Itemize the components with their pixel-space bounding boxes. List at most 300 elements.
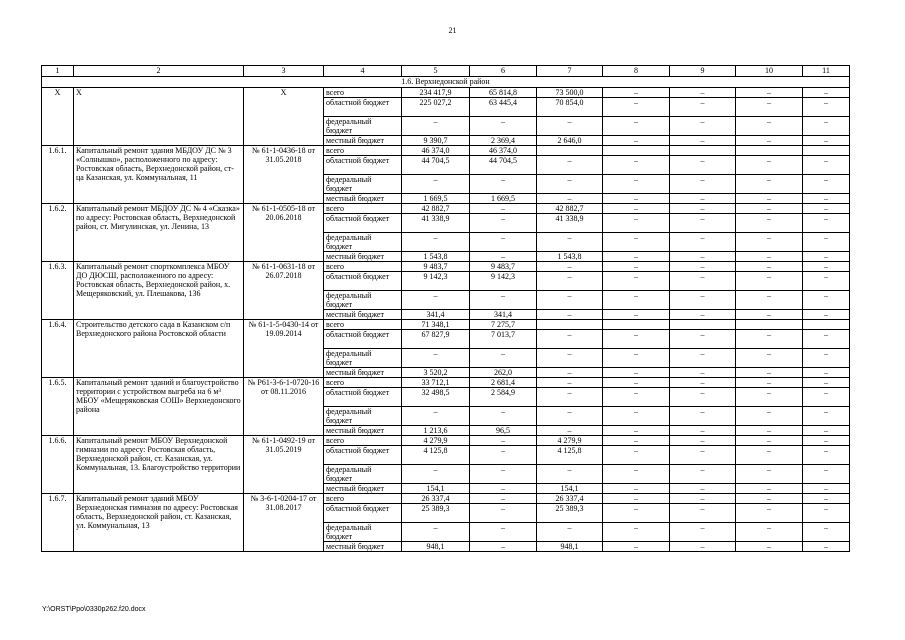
amount-cell: – (736, 542, 803, 552)
table-row (42, 88, 850, 98)
funding-source: областной бюджет (324, 214, 402, 233)
amount-cell: – (603, 484, 670, 494)
amount-cell: – (537, 426, 603, 436)
column-number-row (42, 66, 850, 77)
table-row (42, 146, 850, 156)
object-name: Капитальный ремонт зданий МБОУ Верхнедонская гимназия по адресу: Ростовская область, Верхнедонской район, ст. Казанская, ул. Коммунальная, 13 (74, 494, 244, 552)
amount-cell: – (603, 504, 670, 523)
amount-cell: – (736, 388, 803, 407)
amount-cell: – (603, 523, 670, 542)
object-name: Капитальный ремонт МБОУ Верхнедонской гимназии по адресу: Ростовская область, Верхнедонской район, ст. Казанская, ул. Коммунальная, 13. Благоустройство территории (74, 436, 244, 494)
amount-cell: – (670, 233, 736, 252)
amount-cell: 1 213,6 (402, 426, 470, 436)
amount-cell: – (803, 262, 850, 272)
amount-cell (537, 320, 603, 330)
amount-cell: – (670, 368, 736, 378)
amount-cell: 42 882,7 (537, 204, 603, 214)
amount-cell: – (603, 117, 670, 136)
amount-cell (603, 146, 670, 156)
amount-cell: 9 142,3 (402, 272, 470, 291)
amount-cell: – (803, 368, 850, 378)
row-number: 1.6.7. (42, 494, 74, 552)
amount-cell: 4 125,8 (402, 446, 470, 465)
amount-cell: 1 543,8 (537, 252, 603, 262)
amount-cell: – (670, 262, 736, 272)
amount-cell: – (670, 175, 736, 194)
amount-cell: – (470, 252, 537, 262)
amount-cell: 1 543,8 (402, 252, 470, 262)
amount-cell: – (537, 175, 603, 194)
amount-cell: 42 882,7 (402, 204, 470, 214)
amount-cell: 948,1 (537, 542, 603, 552)
amount-cell: – (736, 310, 803, 320)
funding-source: местный бюджет (324, 426, 402, 436)
amount-cell: – (736, 194, 803, 204)
amount-cell (537, 146, 603, 156)
amount-cell (603, 320, 670, 330)
amount-cell: – (670, 98, 736, 117)
col-header-5: 5 (402, 66, 470, 77)
amount-cell: – (603, 542, 670, 552)
amount-cell: 70 854,0 (537, 98, 603, 117)
page-number: 21 (448, 26, 457, 35)
amount-cell: – (537, 349, 603, 368)
amount-cell: 25 389,3 (537, 504, 603, 523)
funding-source: федеральный бюджет (324, 465, 402, 484)
amount-cell: – (402, 407, 470, 426)
amount-cell: – (736, 262, 803, 272)
row-number: 1.6.4. (42, 320, 74, 378)
amount-cell: – (670, 494, 736, 504)
amount-cell: – (736, 214, 803, 233)
amount-cell: 96,5 (470, 426, 537, 436)
amount-cell: – (670, 388, 736, 407)
amount-cell: – (803, 156, 850, 175)
amount-cell: – (537, 272, 603, 291)
amount-cell: – (603, 88, 670, 98)
funding-source: местный бюджет (324, 484, 402, 494)
amount-cell: 9 483,7 (402, 262, 470, 272)
amount-cell: – (470, 446, 537, 465)
amount-cell: 2 584,9 (470, 388, 537, 407)
amount-cell: – (736, 233, 803, 252)
amount-cell: – (670, 436, 736, 446)
document-number: X (244, 88, 324, 146)
funding-source: местный бюджет (324, 310, 402, 320)
amount-cell: – (470, 465, 537, 484)
amount-cell: – (803, 272, 850, 291)
document-number: № 61-1-0631-18 от 26.07.2018 (244, 262, 324, 320)
amount-cell: – (670, 136, 736, 146)
row-number: X (42, 88, 74, 146)
funding-source: областной бюджет (324, 446, 402, 465)
amount-cell: – (670, 446, 736, 465)
amount-cell: – (537, 117, 603, 136)
col-header-4: 4 (324, 66, 402, 77)
amount-cell: – (603, 136, 670, 146)
amount-cell: – (603, 156, 670, 175)
amount-cell: – (736, 117, 803, 136)
amount-cell: – (603, 330, 670, 349)
amount-cell: – (603, 407, 670, 426)
funding-source: областной бюджет (324, 504, 402, 523)
funding-source: всего (324, 262, 402, 272)
amount-cell: 4 279,9 (402, 436, 470, 446)
amount-cell: – (603, 349, 670, 368)
amount-cell: – (670, 194, 736, 204)
amount-cell: – (470, 523, 537, 542)
amount-cell: – (803, 436, 850, 446)
amount-cell: – (603, 388, 670, 407)
funding-source: областной бюджет (324, 98, 402, 117)
amount-cell: 4 279,9 (537, 436, 603, 446)
amount-cell: 73 500,0 (537, 88, 603, 98)
amount-cell: – (803, 214, 850, 233)
amount-cell: – (537, 465, 603, 484)
file-path-footer: Y:\ORST\Ppo\0330p262.f20.docx (42, 606, 146, 613)
amount-cell: – (537, 156, 603, 175)
amount-cell: – (736, 291, 803, 310)
funding-source: областной бюджет (324, 272, 402, 291)
document-number: № 3-6-1-0204-17 от 31.08.2017 (244, 494, 324, 552)
amount-cell: – (736, 204, 803, 214)
table-row (42, 204, 850, 214)
amount-cell: – (603, 368, 670, 378)
funding-source: федеральный бюджет (324, 117, 402, 136)
amount-cell: – (537, 233, 603, 252)
funding-source: всего (324, 320, 402, 330)
amount-cell: – (670, 349, 736, 368)
amount-cell: – (603, 310, 670, 320)
amount-cell: – (736, 136, 803, 146)
amount-cell: – (603, 204, 670, 214)
amount-cell (803, 320, 850, 330)
amount-cell: 32 498,5 (402, 388, 470, 407)
amount-cell: – (537, 407, 603, 426)
amount-cell: 948,1 (402, 542, 470, 552)
amount-cell: – (803, 310, 850, 320)
object-name: Строительство детского сада в Казанском с/п Верхнедонского района Ростовской области (74, 320, 244, 378)
funding-source: местный бюджет (324, 136, 402, 146)
table-row (42, 262, 850, 272)
amount-cell: – (736, 504, 803, 523)
amount-cell: – (470, 407, 537, 426)
amount-cell: 7 275,7 (470, 320, 537, 330)
amount-cell (736, 146, 803, 156)
amount-cell: – (803, 426, 850, 436)
row-number: 1.6.6. (42, 436, 74, 494)
amount-cell: – (803, 349, 850, 368)
amount-cell (803, 146, 850, 156)
funding-source: областной бюджет (324, 156, 402, 175)
amount-cell: – (736, 407, 803, 426)
amount-cell: 25 389,3 (402, 504, 470, 523)
amount-cell: – (670, 378, 736, 388)
amount-cell: – (803, 523, 850, 542)
amount-cell: 154,1 (537, 484, 603, 494)
amount-cell: – (537, 194, 603, 204)
amount-cell: – (670, 504, 736, 523)
amount-cell: – (803, 330, 850, 349)
amount-cell: – (803, 98, 850, 117)
amount-cell: 341,4 (470, 310, 537, 320)
amount-cell: 33 712,1 (402, 378, 470, 388)
amount-cell: – (736, 426, 803, 436)
amount-cell: – (803, 88, 850, 98)
amount-cell: 9 483,7 (470, 262, 537, 272)
amount-cell: – (670, 117, 736, 136)
amount-cell: – (803, 388, 850, 407)
amount-cell: – (736, 446, 803, 465)
amount-cell: – (670, 465, 736, 484)
amount-cell: – (402, 117, 470, 136)
amount-cell: – (470, 349, 537, 368)
amount-cell: – (803, 136, 850, 146)
amount-cell: – (803, 446, 850, 465)
amount-cell: – (803, 542, 850, 552)
amount-cell: – (670, 523, 736, 542)
amount-cell: – (537, 310, 603, 320)
funding-source: местный бюджет (324, 542, 402, 552)
table-row (42, 436, 850, 446)
amount-cell: 2 681,4 (470, 378, 537, 388)
funding-source: всего (324, 204, 402, 214)
col-header-2: 2 (74, 66, 244, 77)
amount-cell: – (670, 407, 736, 426)
funding-source: федеральный бюджет (324, 349, 402, 368)
funding-source: федеральный бюджет (324, 291, 402, 310)
amount-cell: – (736, 465, 803, 484)
funding-source: всего (324, 378, 402, 388)
amount-cell: – (736, 378, 803, 388)
amount-cell: – (470, 204, 537, 214)
amount-cell: – (736, 368, 803, 378)
amount-cell: 44 704,5 (402, 156, 470, 175)
col-header-3: 3 (244, 66, 324, 77)
amount-cell: – (402, 291, 470, 310)
document-number: № 61-1-5-0430-14 от 19.09.2014 (244, 320, 324, 378)
amount-cell: – (402, 465, 470, 484)
amount-cell: – (736, 436, 803, 446)
col-header-10: 10 (736, 66, 803, 77)
amount-cell: 67 827,9 (402, 330, 470, 349)
amount-cell: – (537, 368, 603, 378)
col-header-9: 9 (670, 66, 736, 77)
col-header-6: 6 (470, 66, 537, 77)
object-name: Капитальный ремонт здания МБДОУ ДС № 3 «Солнышко», расположенного по адресу: Ростовская область, Верхнедонской район, ст-ца Казанская, ул. Коммунальная, 11 (74, 146, 244, 204)
document-number: № 61-1-0492-19 от 31.05.2019 (244, 436, 324, 494)
amount-cell: – (670, 291, 736, 310)
col-header-7: 7 (537, 66, 603, 77)
amount-cell: – (736, 156, 803, 175)
funding-source: всего (324, 88, 402, 98)
amount-cell: 9 390,7 (402, 136, 470, 146)
funding-source: всего (324, 494, 402, 504)
object-name: X (74, 88, 244, 146)
amount-cell: – (603, 214, 670, 233)
amount-cell: 26 337,4 (537, 494, 603, 504)
document-number: № Р61-3-6-1-0720-16 от 08.11.2016 (244, 378, 324, 436)
row-number: 1.6.3. (42, 262, 74, 320)
amount-cell: – (603, 262, 670, 272)
amount-cell: – (603, 465, 670, 484)
amount-cell: – (470, 117, 537, 136)
amount-cell: 2 646,0 (537, 136, 603, 146)
amount-cell: – (537, 291, 603, 310)
amount-cell (736, 320, 803, 330)
amount-cell: 71 348,1 (402, 320, 470, 330)
amount-cell: – (537, 378, 603, 388)
amount-cell: – (603, 252, 670, 262)
amount-cell: 2 369,4 (470, 136, 537, 146)
amount-cell: – (803, 194, 850, 204)
amount-cell: – (670, 310, 736, 320)
amount-cell: – (736, 523, 803, 542)
amount-cell: – (470, 504, 537, 523)
amount-cell: – (803, 494, 850, 504)
row-number: 1.6.2. (42, 204, 74, 262)
amount-cell: – (470, 494, 537, 504)
amount-cell: 41 338,9 (537, 214, 603, 233)
amount-cell: – (803, 407, 850, 426)
amount-cell: 44 704,5 (470, 156, 537, 175)
amount-cell: – (603, 98, 670, 117)
amount-cell: 225 027,2 (402, 98, 470, 117)
amount-cell: 234 417,9 (402, 88, 470, 98)
amount-cell: – (603, 272, 670, 291)
funding-source: местный бюджет (324, 252, 402, 262)
amount-cell: – (803, 252, 850, 262)
amount-cell: 341,4 (402, 310, 470, 320)
amount-cell: – (670, 330, 736, 349)
funding-source: федеральный бюджет (324, 407, 402, 426)
section-title: 1.6. Верхнедонской район (42, 77, 850, 88)
funding-source: федеральный бюджет (324, 175, 402, 194)
amount-cell: 262,0 (470, 368, 537, 378)
amount-cell: – (537, 330, 603, 349)
funding-source: федеральный бюджет (324, 523, 402, 542)
amount-cell: – (603, 291, 670, 310)
amount-cell: – (736, 272, 803, 291)
amount-cell: – (803, 465, 850, 484)
amount-cell: 41 338,9 (402, 214, 470, 233)
amount-cell: – (402, 175, 470, 194)
amount-cell: 65 814,8 (470, 88, 537, 98)
amount-cell: – (803, 504, 850, 523)
table-row (42, 494, 850, 504)
amount-cell: – (670, 272, 736, 291)
funding-source: местный бюджет (324, 368, 402, 378)
amount-cell: – (803, 378, 850, 388)
amount-cell: – (470, 291, 537, 310)
funding-source: местный бюджет (324, 194, 402, 204)
amount-cell: – (470, 233, 537, 252)
funding-source: всего (324, 436, 402, 446)
amount-cell: – (603, 494, 670, 504)
amount-cell: – (603, 426, 670, 436)
amount-cell: – (803, 204, 850, 214)
object-name: Капитальный ремонт зданий и благоустройство территории с устройством выгреба на 6 м³ МБОУ «Мещеряковская СОШ» Верхнедонского района (74, 378, 244, 436)
object-name: Капитальный ремонт спорткомплекса МБОУ ДО ДЮСШ, расположенного по адресу: Ростовская область, Верхнедонской район, х. Мещеряковский, ул. Плешакова, 136 (74, 262, 244, 320)
amount-cell: 4 125,8 (537, 446, 603, 465)
amount-cell: 46 374,0 (402, 146, 470, 156)
table-row (42, 320, 850, 330)
amount-cell: 9 142,3 (470, 272, 537, 291)
amount-cell: – (803, 291, 850, 310)
amount-cell: – (537, 262, 603, 272)
amount-cell: – (470, 175, 537, 194)
amount-cell: 46 374,0 (470, 146, 537, 156)
amount-cell: – (803, 175, 850, 194)
amount-cell: – (670, 426, 736, 436)
amount-cell: – (603, 378, 670, 388)
amount-cell: – (670, 204, 736, 214)
amount-cell: – (670, 214, 736, 233)
col-header-8: 8 (603, 66, 670, 77)
amount-cell: – (470, 542, 537, 552)
amount-cell: – (470, 484, 537, 494)
amount-cell: – (670, 542, 736, 552)
amount-cell: 26 337,4 (402, 494, 470, 504)
amount-cell: – (736, 175, 803, 194)
funding-source: областной бюджет (324, 330, 402, 349)
amount-cell: – (537, 523, 603, 542)
col-header-11: 11 (803, 66, 850, 77)
amount-cell: 1 669,5 (470, 194, 537, 204)
row-number: 1.6.1. (42, 146, 74, 204)
amount-cell: – (402, 233, 470, 252)
amount-cell: – (670, 484, 736, 494)
amount-cell: – (603, 446, 670, 465)
amount-cell: – (603, 436, 670, 446)
amount-cell (670, 320, 736, 330)
amount-cell: – (736, 98, 803, 117)
object-name: Капитальный ремонт МБДОУ ДС № 4 «Сказка» по адресу: Ростовская область, Верхнедонской район, ст. Мигулинская, ул. Ленина, 13 (74, 204, 244, 262)
amount-cell: – (537, 388, 603, 407)
amount-cell: – (803, 484, 850, 494)
amount-cell: 1 669,5 (402, 194, 470, 204)
table-body (42, 66, 850, 552)
amount-cell: – (736, 349, 803, 368)
amount-cell: – (470, 214, 537, 233)
amount-cell: – (603, 175, 670, 194)
amount-cell: – (603, 194, 670, 204)
amount-cell: – (470, 436, 537, 446)
amount-cell: – (803, 233, 850, 252)
amount-cell: – (736, 252, 803, 262)
budget-table (41, 65, 850, 552)
amount-cell: – (736, 330, 803, 349)
document-number: № 61-1-0436-18 от 31.05.2018 (244, 146, 324, 204)
amount-cell: – (736, 88, 803, 98)
amount-cell: – (803, 117, 850, 136)
amount-cell: – (736, 494, 803, 504)
document-number: № 61-1-0505-18 от 20.06.2018 (244, 204, 324, 262)
col-header-1: 1 (42, 66, 74, 77)
amount-cell: 7 013,7 (470, 330, 537, 349)
amount-cell: 63 445,4 (470, 98, 537, 117)
row-number: 1.6.5. (42, 378, 74, 436)
funding-source: федеральный бюджет (324, 233, 402, 252)
amount-cell: – (402, 523, 470, 542)
amount-cell: 154,1 (402, 484, 470, 494)
funding-source: всего (324, 146, 402, 156)
amount-cell: – (736, 484, 803, 494)
amount-cell: 3 520,2 (402, 368, 470, 378)
amount-cell: – (670, 88, 736, 98)
amount-cell: – (670, 252, 736, 262)
amount-cell: – (670, 156, 736, 175)
